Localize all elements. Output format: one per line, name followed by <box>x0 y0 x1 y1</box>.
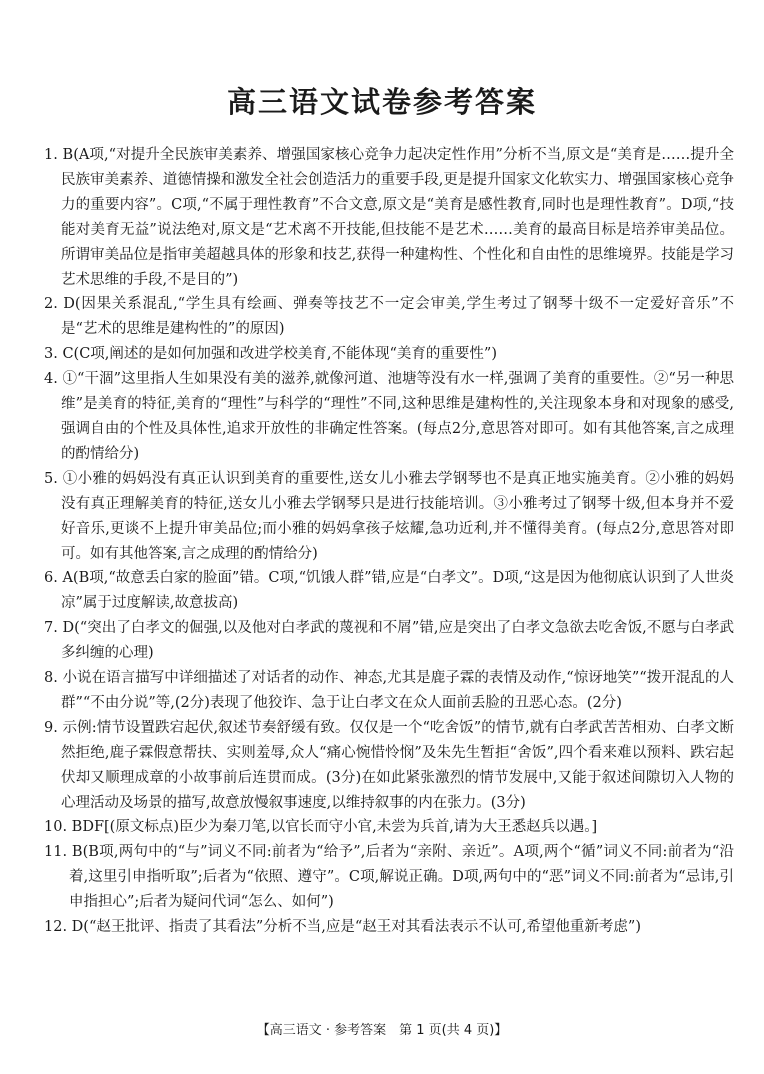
answer-item-6: 6. A(B项,“故意丢白家的脸面”错。C项,“饥饿人群”错,应是“白孝文”。D项,“这是因为他彻底认识到了人世炎凉”属于过度解读,故意拔高) <box>44 570 734 612</box>
answer-item-12: 12. D(“赵王批评、指责了其看法”分析不当,应是“赵王对其看法表示不认可,希望他重新考虑”) <box>44 919 641 936</box>
answer-item-5: 5. ①小雅的妈妈没有真正认识到美育的重要性,送女儿小雅去学钢琴也不是真正地实施美育。②小雅的妈妈没有真正理解美育的特征,送女儿小雅去学钢琴只是进行技能培训。③小雅考过了钢琴十级,但本身并不爱好音乐,更谈不上提升审美品位;而小雅的妈妈拿孩子炫耀,急功近利,并不懂得美育。(每点2分,意思答对即可。如有其他答案,言之成理的酌情给分) <box>44 470 734 562</box>
answer-list <box>44 143 734 940</box>
page-footer: 【高三语文 · 参考答案 第 1 页(共 4 页)】 <box>256 1023 508 1038</box>
answer-item-4: 4. ①“干涸”这里指人生如果没有美的滋养,就像河道、池塘等没有水一样,强调了美育的重要性。②“另一种思维”是美育的特征,美育的“理性”与科学的“理性”不同,这种思维是建构性的,关注现象本身和对现象的感受,强调自由的个性及具体性,追求开放性的非确定性答案。(每点2分,意思答对即可。如有其他答案,言之成理的酌情给分) <box>44 371 734 462</box>
page-title: 高三语文试卷参考答案 <box>226 85 537 119</box>
answer-item-7: 7. D(“突出了白孝文的倔强,以及他对白孝武的蔑视和不屑”错,应是突出了白孝文急欲去吃舍饭,不愿与白孝武多纠缠的心理) <box>44 620 734 662</box>
answer-item-10: 10. BDF[(原文标点)臣少为秦刀笔,以官长而守小官,未尝为兵首,请为大王悉赵兵以遇。] <box>44 819 598 836</box>
answer-item-1: 1. B(A项,“对提升全民族审美素养、增强国家核心竞争力起决定性作用”分析不当,原文是“美育是……提升全民族审美素养、道德情操和激发全社会创造活力的重要手段,更是提升国家文化软实力、增强国家核心竞争力的重要内容”。C项,“不属于理性教育”不合文意,原文是“美育是感性教育,同时也是理性教育”。D项,“技能对美育无益”说法绝对,原文是“艺术离不开技能,但技能不是艺术……美育的最高目标是培养审美品位。所谓审美品位是指审美超越具体的形象和技艺,获得一种建构性、个性化和自由性的思维境界。技能是学习艺术思维的手段,不是目的”) <box>44 147 734 288</box>
answer-item-9: 9. 示例:情节设置跌宕起伏,叙述节奏舒缓有致。仅仅是一个“吃舍饭”的情节,就有白孝武苦苦相劝、白孝文断然拒绝,鹿子霖假意帮扶、实则羞辱,众人“痛心惋惜怜悯”及朱先生暂拒“舍饭”,四个看来难以预料、跌宕起伏却又顺理成章的小故事前后连贯而成。(3分)在如此紧张激烈的情节发展中,又能于叙述间隙切入人物的心理活动及场景的描写,故意放慢叙事速度,以维持叙事的内在张力。(3分) <box>44 719 734 811</box>
answer-item-3: 3. C(C项,阐述的是如何加强和改进学校美育,不能体现“美育的重要性”) <box>44 346 497 363</box>
answer-item-11: 11. B(B项,两句中的“与”词义不同:前者为“给予”,后者为“亲附、亲近”。A项,两个“循”词义不同:前者为“沿着,这里引申指听取”;后者为“依照、遵守”。C项,解说正确。D项,两句中的“恶”词义不同:前者为“忌讳,引申指担心”;后者为疑问代词“怎么、如何”) <box>44 844 734 911</box>
answer-item-2: 2. D(因果关系混乱,“学生具有绘画、弹奏等技艺不一定会审美,学生考过了钢琴十级不一定爱好音乐”不是“艺术的思维是建构性的”的原因) <box>44 296 734 338</box>
answer-item-8: 8. 小说在语言描写中详细描述了对话者的动作、神态,尤其是鹿子霖的表情及动作,“惊讶地笑”“拨开混乱的人群”“不由分说”等,(2分)表现了他狡诈、急于让白孝文在众人面前丢脸的丑恶心态。(2分) <box>44 670 734 711</box>
